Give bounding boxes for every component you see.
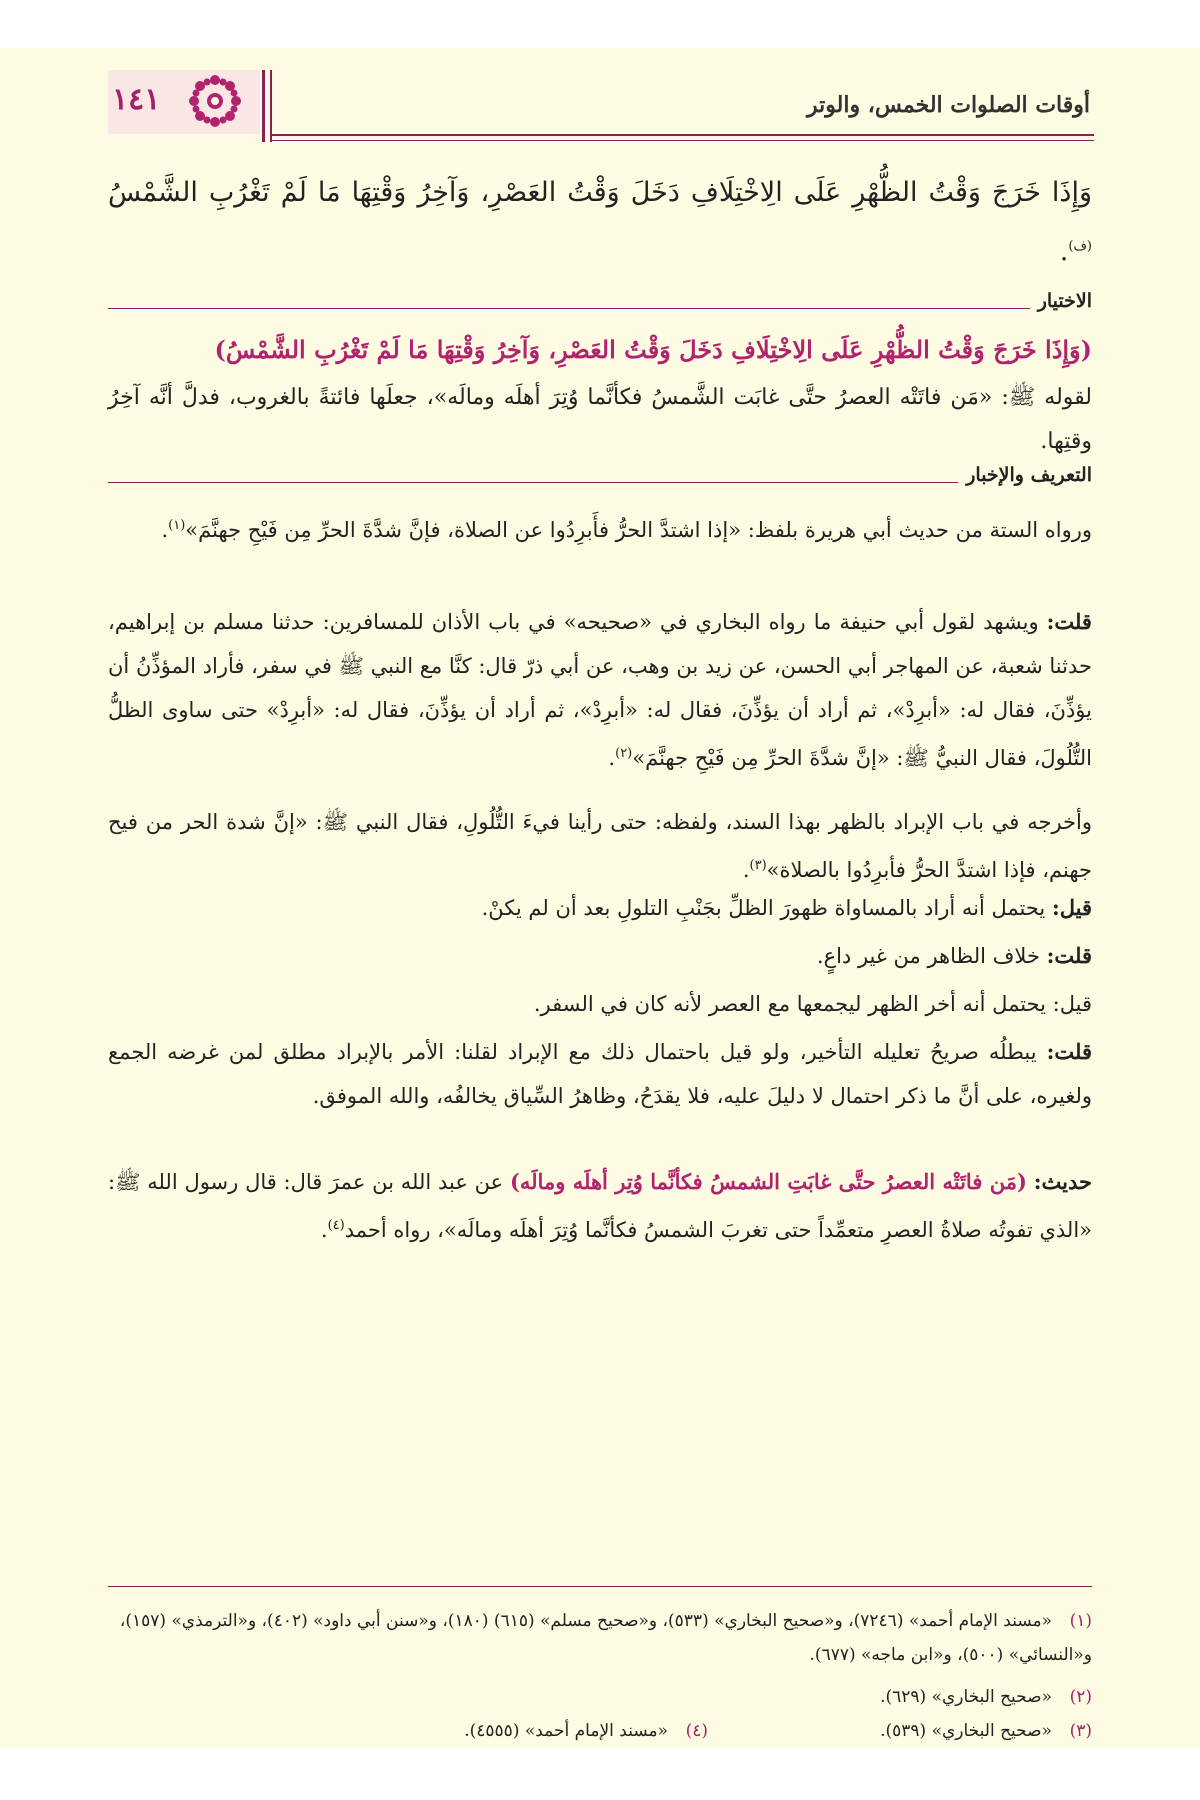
matn-text: وَإِذَا خَرَجَ وَقْتُ الظُّهْرِ عَلَى الِاخْتِلَافِ دَخَلَ وَقْتُ العَصْرِ، وَآخِرُ وَقْتِهَا مَا لَمْ تَغْرُبِ الشَّمْسُ $^{(ف)}$. (108, 177, 1092, 267)
header-divider-bar (262, 70, 265, 142)
header-divider-bar (270, 70, 272, 142)
section-heading-ikhtiyar: الاختيار (108, 290, 1092, 320)
paragraph-6: قيل: يحتمل أنه أخر الظهر ليجمعها مع العصر لأنه كان في السفر. (533, 992, 1092, 1016)
header-rule (270, 140, 1094, 141)
paragraph-3: وأخرجه في باب الإبراد بالظهر بهذا السند، ولفظه: حتى رأينا فيءَ التُّلُولِ، فقال النبي ﷺ: «إنَّ شدة الحر من فيح جهنم، فإذا اشتدَّ الحرُّ فأبرِدُوا بالصلاة»$^{(٣)}$. (108, 810, 1092, 882)
footnote-2: (٢)«صحيح البخاري» (٦٢٩). (880, 1687, 1092, 1707)
section-heading-tarif: التعريف والإخبار (108, 464, 1092, 494)
page-number: ١٤١ (112, 82, 161, 117)
header-rule (270, 134, 1094, 136)
paragraph-4: قيل: يحتمل أنه أراد بالمساواة ظهورَ الظلِّ بجَنْبِ التلولِ بعد أن لم يكنْ. (481, 895, 1092, 920)
chapter-title: أوقات الصلوات الخمس، والوتر (807, 92, 1090, 118)
footnote-ref: (١) (168, 518, 186, 533)
footnote-4: (٤)«مسند الإمام أحمد» (٤٥٥٥). (464, 1721, 708, 1741)
matn-mark: (ف) (1068, 239, 1092, 254)
footnote-rule (108, 1586, 1092, 1587)
paragraph-2: قلت: ويشهد لقول أبي حنيفة ما رواه البخاري في «صحيحه» في باب الأذان للمسافرين: حدثنا مسلم بن إبراهيم، حدثنا شعبة، عن المهاجر أبي الحسن، عن زيد بن وهب، عن أبي ذرّ قال: كنَّا مع النبي ﷺ في سفر، فأراد المؤذِّنُ أن يؤذِّنَ، فقال له: «أبرِدْ»، ثم أراد أن يؤذِّنَ، فقال له: «أبرِدْ»، ثم أراد أن يؤذِّنَ، فقال له: «أبرِدْ» حتى ساوى الظلُّ التُّلُولَ، فقال النبيُّ ﷺ: «إنَّ شدَّةَ الحرِّ مِن فَيْحِ جهنَّمَ»$^{(٢)}$. (108, 609, 1092, 770)
footnote-ref: (٣) (749, 858, 767, 873)
ikhtiyar-quote: (وَإِذَا خَرَجَ وَقْتُ الظُّهْرِ عَلَى الِاخْتِلَافِ دَخَلَ وَقْتُ العَصْرِ، وَآخِرُ وَقْتِهَا مَا لَمْ تَغْرُبِ الشَّمْسُ) (214, 335, 1092, 364)
paragraph-1: ورواه الستة من حديث أبي هريرة بلفظ: «إذا اشتدَّ الحرُّ فأَبرِدُوا عن الصلاة، فإنَّ شدَّةَ الحرِّ مِن فَيْحِ جهنَّمَ»$^{(١)}$. (161, 518, 1092, 542)
footnote-1: (١)«مسند الإمام أحمد» (٧٢٤٦)، و«صحيح البخاري» (٥٣٣)، و«صحيح مسلم» (٦١٥) (١٨٠)، و«سنن أبي داود» (٤٠٢)، و«الترمذي» (١٥٧)، و«النسائي» (٥٠٠)، و«ابن ماجه» (٦٧٧). (119, 1611, 1092, 1665)
rosette-ornament-icon (186, 72, 244, 130)
paragraph-7: قلت: يبطلُه صريحُ تعليله التأخير، ولو قيل باحتمال ذلك مع الإبراد لقلنا: الأمر بالإبراد مطلق لمن غرضه الجمع ولغيره، على أنَّ ما ذكر احتمال لا دليلَ عليه، فلا يقدَحُ، وظاهرُ السِّياق يخالفُه، والله الموفق. (108, 1039, 1092, 1108)
footnote-3: (٣)«صحيح البخاري» (٥٣٩). (880, 1721, 1092, 1741)
footnote-ref: (٤) (327, 1218, 345, 1233)
ikhtiyar-text: لقوله ﷺ: «مَن فاتَتْه العصرُ حتَّى غابَت الشَّمسُ فكأنَّما وُتِرَ أهلَه ومالَه»، جعلَها فائتةً بالغروب، فدلَّ أنَّه آخِرُ وقتِها. (108, 385, 1092, 454)
paragraph-5: قلت: خلاف الظاهر من غير داعٍ. (816, 943, 1092, 968)
paragraph-8: حديث: (مَن فاتَتْه العصرُ حتَّى غابَتِ الشمسُ فكأنَّما وُتِر أهلَه ومالَه) عن عبد الله بن عمرَ قال: قال رسول الله ﷺ: «الذي تفوتُه صلاةُ العصرِ متعمِّداً حتى تغربَ الشمسُ فكأنَّما وُتِرَ أهلَه ومالَه»، رواه أحمد$^{(٤)}$. (108, 1169, 1092, 1242)
footnote-ref: (٢) (615, 746, 633, 761)
